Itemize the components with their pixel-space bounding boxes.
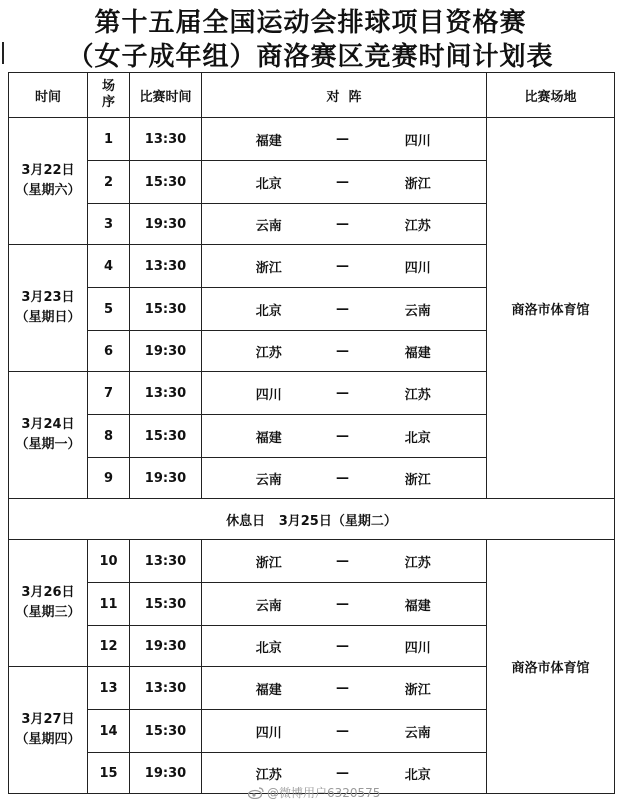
day-date: 3月24日 [21,417,75,432]
team-a: 浙江 [202,540,336,583]
separator: — [336,331,350,372]
match-time: 15:30 [130,415,202,458]
rest-day-label: 休息日 3月25日（星期二） [9,499,615,540]
match-number: 2 [88,161,130,204]
match-number: 10 [88,540,130,583]
team-b: 四川 [350,118,487,161]
match-time: 15:30 [130,161,202,204]
match-row [9,118,615,161]
title-line-1: 第十五届全国运动会排球项目资格赛 [94,8,527,38]
header-matchup: 对 阵 [202,73,487,118]
schedule-table [8,72,615,794]
match-number: 7 [88,372,130,415]
team-b: 北京 [350,753,487,794]
venue-cell: 商洛市体育馆 [487,540,615,794]
team-b: 福建 [350,331,487,372]
separator: — [336,667,350,710]
day-cell [9,118,88,245]
team-b: 福建 [350,583,487,626]
rest-day-row [9,499,615,540]
team-a: 江苏 [202,331,336,372]
match-time: 19:30 [130,458,202,499]
team-a: 云南 [202,204,336,245]
team-b: 浙江 [350,161,487,204]
match-number: 4 [88,245,130,288]
match-time: 19:30 [130,753,202,794]
team-a: 北京 [202,288,336,331]
day-weekday: （星期三） [15,605,81,620]
team-a: 北京 [202,626,336,667]
team-a: 江苏 [202,753,336,794]
watermark-text: @微博用户6320575 [267,786,381,800]
team-a: 福建 [202,118,336,161]
team-b: 浙江 [350,458,487,499]
separator: — [336,583,350,626]
match-number: 15 [88,753,130,794]
team-b: 江苏 [350,204,487,245]
team-b: 四川 [350,245,487,288]
team-b: 云南 [350,288,487,331]
match-time: 19:30 [130,626,202,667]
match-time: 19:30 [130,204,202,245]
team-b: 江苏 [350,540,487,583]
day-weekday: （星期一） [15,437,81,452]
match-time: 15:30 [130,583,202,626]
header-time: 比赛时间 [130,73,202,118]
match-number: 6 [88,331,130,372]
header-row [9,73,615,118]
day-cell [9,245,88,372]
separator: — [336,204,350,245]
day-date: 3月26日 [21,585,75,600]
match-number: 1 [88,118,130,161]
team-a: 云南 [202,583,336,626]
header-venue: 比赛场地 [487,73,615,118]
team-a: 福建 [202,415,336,458]
day-date: 3月27日 [21,712,75,727]
match-number: 9 [88,458,130,499]
match-time: 13:30 [130,540,202,583]
team-a: 四川 [202,372,336,415]
day-weekday: （星期四） [15,732,81,747]
separator: — [336,458,350,499]
day-cell [9,372,88,499]
team-b: 江苏 [350,372,487,415]
team-a: 云南 [202,458,336,499]
match-number: 5 [88,288,130,331]
team-b: 四川 [350,626,487,667]
day-date: 3月23日 [21,290,75,305]
separator: — [336,626,350,667]
match-number: 12 [88,626,130,667]
match-time: 15:30 [130,288,202,331]
separator: — [336,372,350,415]
match-time: 19:30 [130,331,202,372]
day-cell [9,540,88,667]
match-number: 11 [88,583,130,626]
match-number: 13 [88,667,130,710]
day-weekday: （星期日） [15,310,81,325]
match-time: 13:30 [130,118,202,161]
separator: — [336,118,350,161]
match-time: 15:30 [130,710,202,753]
match-time: 13:30 [130,372,202,415]
team-a: 北京 [202,161,336,204]
venue-cell: 商洛市体育馆 [487,118,615,499]
team-b: 北京 [350,415,487,458]
separator: — [336,161,350,204]
day-date: 3月22日 [21,163,75,178]
separator: — [336,245,350,288]
team-b: 云南 [350,710,487,753]
match-row [9,540,615,583]
separator: — [336,415,350,458]
match-number: 8 [88,415,130,458]
match-time: 13:30 [130,245,202,288]
team-a: 福建 [202,667,336,710]
match-number: 3 [88,204,130,245]
title-line-2: （女子成年组）商洛赛区竞赛时间计划表 [67,42,554,72]
team-a: 四川 [202,710,336,753]
watermark [248,784,380,801]
separator: — [336,540,350,583]
match-number: 14 [88,710,130,753]
separator: — [336,753,350,794]
day-weekday: （星期六） [15,183,81,198]
team-a: 浙江 [202,245,336,288]
weibo-icon [248,787,264,799]
header-order: 场 序 [88,73,130,118]
separator: — [336,288,350,331]
match-time: 13:30 [130,667,202,710]
team-b: 浙江 [350,667,487,710]
day-cell [9,667,88,794]
separator: — [336,710,350,753]
header-date: 时间 [9,73,88,118]
